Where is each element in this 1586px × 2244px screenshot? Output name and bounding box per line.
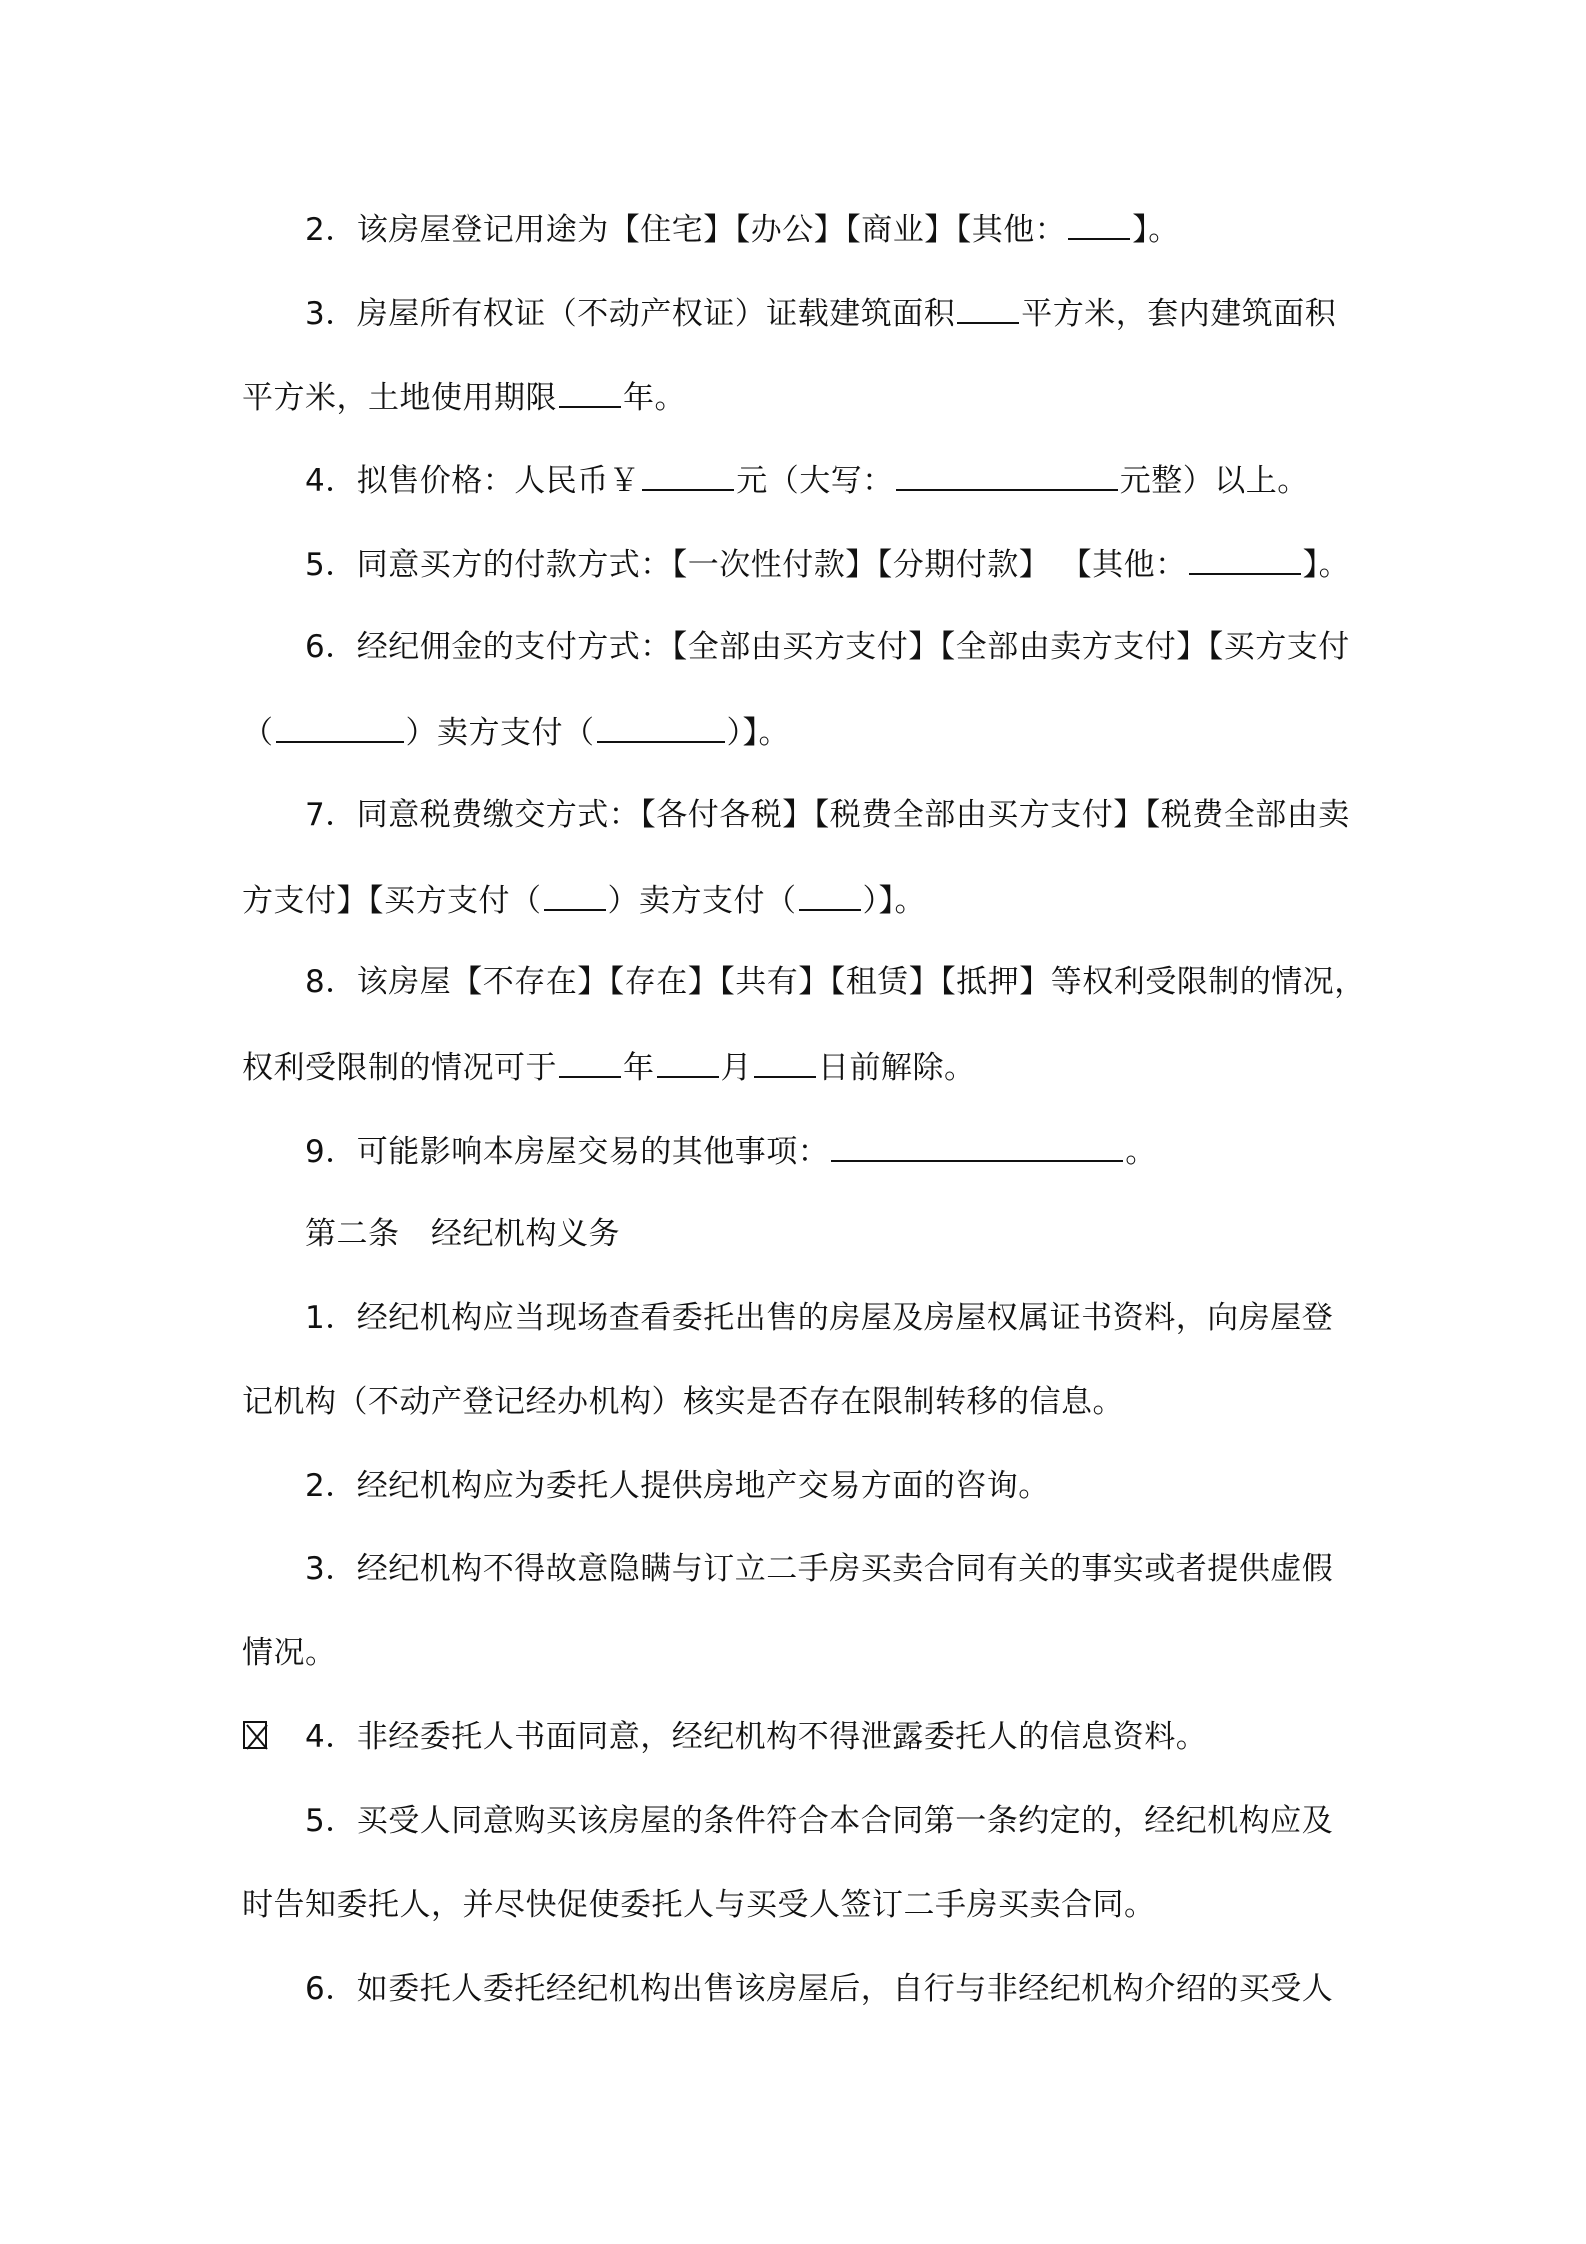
clause2-item1-line2 [242,1382,1124,1422]
blank-field[interactable] [957,292,1019,324]
text-segment: 记机构（不动产登记经办机构）核实是否存在限制转移的信息。 [242,1384,1124,1420]
checked-box-icon[interactable] [243,1721,267,1749]
blank-field[interactable] [559,1046,621,1078]
blank-field[interactable] [1189,543,1301,575]
clause2-item5-line2 [242,1885,1156,1925]
text-segment: 3．房屋所有权证（不动产权证）证载建筑面积 [305,296,956,332]
blank-field[interactable] [597,711,725,743]
text-segment: 6．如委托人委托经纪机构出售该房屋后，自行与非经纪机构介绍的买受人 [305,1971,1334,2007]
blank-field[interactable] [754,1046,816,1078]
text-segment: 2．经纪机构应为委托人提供房地产交易方面的咨询。 [305,1468,1050,1504]
text-segment: 3．经纪机构不得故意隐瞒与订立二手房买卖合同有关的事实或者提供虚假 [305,1551,1334,1587]
text-segment: （ [242,715,274,751]
blank-field[interactable] [896,459,1118,491]
text-segment: 元（大写： [736,463,894,499]
text-segment: 权利受限制的情况可于 [242,1050,557,1086]
text-segment: 5．同意买方的付款方式：【一次性付款】【分期付款】 【其他： [305,547,1187,583]
clause2-item4 [305,1717,1207,1757]
text-segment: 8．该房屋【不存在】【存在】【共有】【租赁】【抵押】等权利受限制的情况， [305,964,1366,1000]
text-segment: 年 [623,1050,655,1086]
text-segment: 4．拟售价格：人民币￥ [305,463,641,499]
clause2-item3-line1 [305,1549,1333,1589]
text-segment: ）卖方支付（ [607,883,797,919]
blank-field[interactable] [642,459,734,491]
text-segment: 1．经纪机构应当现场查看委托出售的房屋及房屋权属证书资料，向房屋登 [305,1300,1334,1336]
text-segment: 2．该房屋登记用途为【住宅】【办公】【商业】【其他： [305,212,1067,248]
text-segment: 年。 [623,380,686,416]
clause1-item4 [305,459,1309,501]
text-segment: 时告知委托人，并尽快促使委托人与买受人签订二手房买卖合同。 [242,1887,1156,1923]
clause1-item2 [305,208,1180,250]
text-segment: ）卖方支付（ [405,715,595,751]
clause1-item8-line2 [242,1046,976,1088]
clause1-item5 [305,543,1350,585]
text-segment: 】。 [1302,547,1351,583]
text-segment: 平方米，套内建筑面积 [1021,296,1337,332]
blank-field[interactable] [657,1046,719,1078]
text-segment: 月 [720,1050,752,1086]
text-segment: 4．非经委托人书面同意，经纪机构不得泄露委托人的信息资料。 [305,1719,1208,1755]
clause2-item5-line1 [305,1801,1333,1841]
clause1-item8-line1 [305,962,1366,1002]
clause2-item2 [305,1466,1050,1506]
clause2-item3-line2 [242,1633,337,1673]
clause1-item3-line2 [242,376,686,418]
clause2-heading [305,1214,620,1254]
blank-field[interactable] [276,711,404,743]
text-segment: 日前解除。 [818,1050,976,1086]
clause2-item1-line1 [305,1298,1333,1338]
text-segment: 7．同意税费缴交方式：【各付各税】【税费全部由买方支付】【税费全部由卖 [305,797,1350,833]
text-segment: 】。 [1132,212,1180,248]
text-segment: 。 [1125,1134,1157,1170]
text-segment: 9．可能影响本房屋交易的其他事项： [305,1134,830,1170]
clause1-item7-line2 [242,879,926,921]
text-segment: 5．买受人同意购买该房屋的条件符合本合同第一条约定的，经纪机构应及 [305,1803,1334,1839]
blank-field[interactable] [559,376,621,408]
text-segment: ）】。 [862,883,926,919]
text-segment: 平方米，土地使用期限 [242,380,557,416]
blank-field[interactable] [544,879,606,911]
clause1-item6-line1 [305,627,1350,667]
text-segment: ）】。 [726,715,790,751]
blank-field[interactable] [1068,208,1130,240]
blank-field[interactable] [831,1130,1123,1162]
text-segment: 6．经纪佣金的支付方式：【全部由买方支付】【全部由卖方支付】【买方支付 [305,629,1350,665]
clause1-item3-line1 [305,292,1336,334]
section-heading: 第二条 经纪机构义务 [305,1216,620,1252]
clause2-item6 [305,1969,1333,2009]
cross-mark-icon [245,1723,269,1751]
clause1-item9 [305,1130,1157,1172]
text-segment: 情况。 [242,1635,337,1671]
clause1-item6-line2 [242,711,790,753]
clause1-item7-line1 [305,795,1350,835]
text-segment: 元整）以上。 [1119,463,1309,499]
blank-field[interactable] [799,879,861,911]
text-segment: 方支付】【买方支付（ [242,883,542,919]
